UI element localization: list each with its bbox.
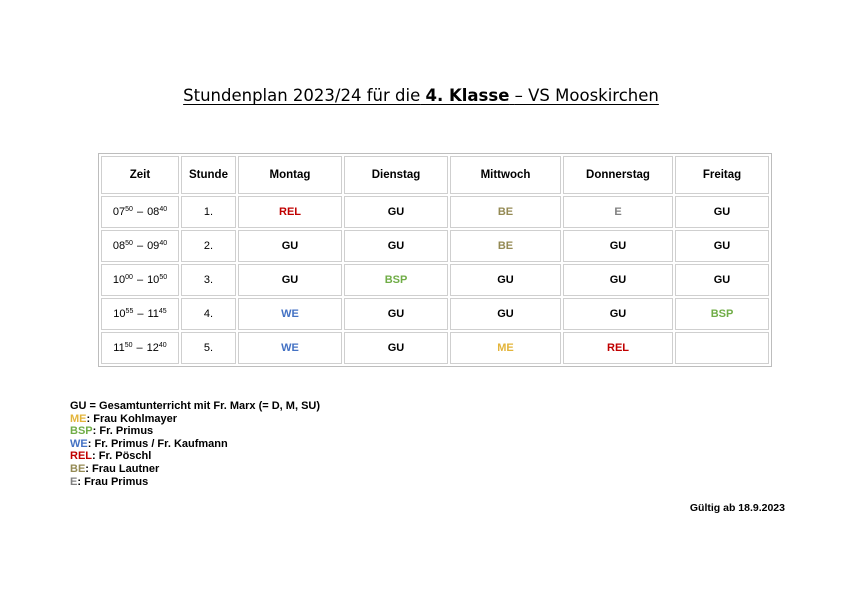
time-end-minute: 50 [159,274,168,281]
subject-cell: GU [344,196,448,228]
timetable [98,153,772,367]
title-suffix: – VS Mooskirchen [514,86,659,105]
table-row [101,230,769,262]
legend-item [70,400,320,413]
time-start-minute: 00 [125,274,133,281]
legend-item [70,413,320,426]
subject-cell: GU [563,298,673,330]
header-freitag: Freitag [675,156,769,194]
legend-text: Frau Lautner [92,462,160,475]
legend-code: BSP [70,425,93,438]
time-cell [101,332,179,364]
legend-code: E [70,475,78,488]
legend-code: REL [70,450,92,463]
header-dienstag: Dienstag [344,156,448,194]
legend-text: Gesamtunterricht mit Fr. Marx (= D, M, SU) [99,400,321,412]
time-separator: – [136,240,144,252]
table-row [101,298,769,330]
time-start-hour: 11 [113,342,125,354]
legend-separator: : [85,462,93,475]
subject-cell: GU [675,230,769,262]
lesson-number: 1. [181,196,236,228]
subject-cell: GU [344,332,448,364]
time-cell [101,196,179,228]
time-end-hour: 12 [146,342,159,354]
time-separator: – [137,308,144,320]
subject-cell: GU [238,264,342,296]
legend-item [70,463,320,476]
legend-code: GU [70,400,87,412]
time-start-minute: 50 [124,342,133,349]
time-end-minute: 40 [159,240,168,247]
header-mittwoch: Mittwoch [450,156,561,194]
time-separator: – [136,342,143,354]
subject-cell: BSP [675,298,769,330]
legend-code: WE [70,437,88,450]
time-start-minute: 50 [125,240,133,247]
table-row [101,196,769,228]
legend-separator: : [92,450,99,463]
legend-separator: : [87,437,95,450]
subject-cell: REL [238,196,342,228]
header-montag: Montag [238,156,342,194]
time-end-minute: 40 [159,206,168,213]
header-stunde: Stunde [181,156,236,194]
time-end-hour: 08 [147,206,160,218]
legend-code: ME [70,412,87,425]
timetable-header-row [101,156,769,194]
table-row [101,332,769,364]
time-cell [101,298,179,330]
time-start-minute: 50 [125,206,133,213]
legend-separator: = [86,400,100,412]
subject-cell: E [563,196,673,228]
valid-from-note: Gültig ab 18.9.2023 [689,502,785,514]
subject-cell: GU [563,230,673,262]
legend-separator: : [92,425,100,438]
subject-cell: GU [238,230,342,262]
time-end-minute: 40 [158,342,167,349]
time-end-hour: 10 [147,274,160,286]
legend [70,400,320,488]
table-row [101,264,769,296]
legend-text: Fr. Primus / Fr. Kaufmann [94,437,228,450]
time-cell [101,230,179,262]
title-class-label: 4. Klasse [425,86,510,105]
time-start-hour: 10 [113,308,126,320]
subject-cell: GU [344,298,448,330]
time-start-hour: 08 [112,240,126,252]
subject-cell: GU [675,196,769,228]
lesson-number: 3. [181,264,236,296]
subject-cell [675,332,769,364]
header-donnerstag: Donnerstag [563,156,673,194]
header-zeit: Zeit [101,156,179,194]
subject-cell: GU [563,264,673,296]
time-start-minute: 55 [125,308,134,315]
time-separator: – [136,206,144,218]
time-end-minute: 45 [158,308,167,315]
time-separator: – [136,274,144,286]
lesson-number: 5. [181,332,236,364]
subject-cell: WE [238,332,342,364]
subject-cell: GU [450,264,561,296]
subject-cell: GU [450,298,561,330]
page-title [0,86,842,105]
title-prefix: Stundenplan 2023/24 für die [183,86,421,105]
legend-code: BE [70,462,86,475]
lesson-number: 4. [181,298,236,330]
legend-item [70,438,320,451]
subject-cell: GU [675,264,769,296]
subject-cell: BSP [344,264,448,296]
time-end-hour: 11 [147,308,159,320]
legend-text: Fr. Pöschl [98,450,152,463]
time-cell [101,264,179,296]
subject-cell: GU [344,230,448,262]
time-start-hour: 07 [112,206,126,218]
subject-cell: ME [450,332,561,364]
legend-separator: : [86,412,94,425]
legend-text: Frau Kohlmayer [93,412,177,425]
legend-text: Frau Primus [84,475,149,488]
time-start-hour: 10 [112,274,126,286]
legend-text: Fr. Primus [99,425,154,438]
legend-item [70,450,320,463]
subject-cell: REL [563,332,673,364]
lesson-number: 2. [181,230,236,262]
subject-cell: BE [450,230,561,262]
subject-cell: BE [450,196,561,228]
legend-item [70,476,320,489]
timetable-body [101,196,769,364]
subject-cell: WE [238,298,342,330]
time-end-hour: 09 [147,240,160,252]
legend-separator: : [77,475,85,488]
legend-item [70,425,320,438]
